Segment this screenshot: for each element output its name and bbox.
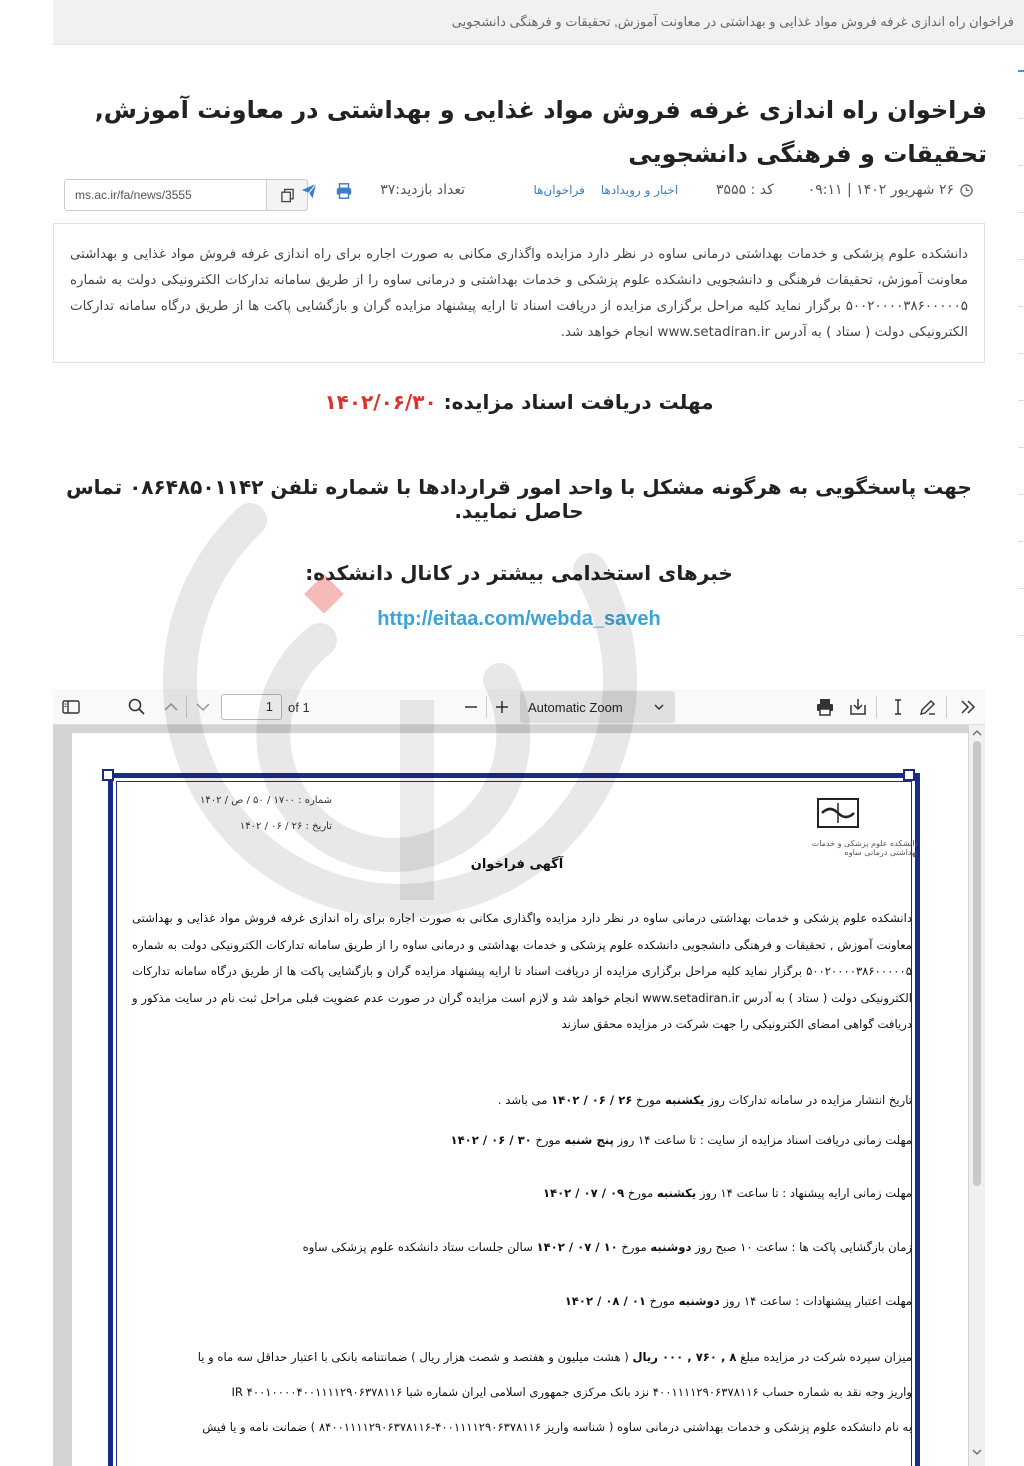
- print-icon[interactable]: [815, 697, 835, 717]
- pdf-viewer[interactable]: [53, 725, 985, 1466]
- visit-count: تعداد بازدید:۳۷: [380, 182, 465, 198]
- minus-icon[interactable]: [461, 697, 481, 717]
- zoom-value: Automatic Zoom: [528, 700, 623, 715]
- chevron-down-icon: [653, 701, 665, 713]
- pdf-page: [72, 733, 968, 1466]
- copy-icon: [280, 188, 295, 203]
- short-url-field[interactable]: ms.ac.ir/fa/news/3555: [64, 179, 267, 211]
- breadcrumb: فراخوان راه اندازی غرفه فروش مواد غذایی و بهداشتی در معاونت آموزش, تحقیقات و فرهنگی دانشجویی: [53, 0, 1024, 45]
- deadline-date: ۱۴۰۲/۰۶/۳۰: [324, 390, 437, 414]
- document-number: شماره : ۱۷۰۰ / ۵۰ / ص / ۱۴۰۲: [199, 795, 332, 806]
- page-number-input[interactable]: 1: [221, 694, 282, 720]
- share-icon[interactable]: [300, 182, 318, 200]
- publish-line: تاریخ انتشار مزایده در سامانه تدارکات روز یکشنبه مورخ ۲۶ / ۰۶ / ۱۴۰۲ می باشد .: [497, 1093, 912, 1107]
- document-deadline-line: مهلت زمانی دریافت اسناد مزایده از سایت : تا ساعت ۱۴ روز پنج شنبه مورخ ۳۰ / ۰۶ / ۱۴۰۲: [450, 1133, 912, 1147]
- download-icon[interactable]: [848, 697, 868, 717]
- sidebar-toggle-icon[interactable]: [61, 697, 81, 717]
- zoom-select[interactable]: [520, 691, 675, 723]
- print-icon[interactable]: [335, 182, 353, 200]
- pdf-toolbar: [53, 689, 985, 725]
- plus-icon[interactable]: [492, 697, 512, 717]
- channel-link[interactable]: http://eitaa.com/webda_saveh: [377, 608, 661, 630]
- page-total: of 1: [288, 700, 310, 715]
- validity-line: مهلت اعتبار پیشنهادات : ساعت ۱۴ روز دوشنبه مورخ ۰۱ / ۰۸ / ۱۴۰۲: [564, 1294, 912, 1308]
- article-info: [533, 182, 973, 198]
- opening-line: زمان بازگشایی پاکت ها : ساعت ۱۰ صبح روز دوشنبه مورخ ۱۰ / ۰۷ / ۱۴۰۲ سالن جلسات ستاد دانشکده علوم پزشکی ساوه: [302, 1240, 912, 1254]
- chevron-up-icon[interactable]: [161, 697, 181, 717]
- tag-news-events[interactable]: اخبار و رویدادها: [600, 183, 679, 197]
- article-date: ۲۶ شهریور ۱۴۰۲ | ۰۹:۱۱: [807, 182, 954, 198]
- tag-calls[interactable]: فراخوان‌ها: [533, 183, 585, 197]
- channel-heading: خبرهای استخدامی بیشتر در کانال دانشکده:: [305, 561, 733, 585]
- pen-icon[interactable]: [918, 697, 938, 717]
- document-title: آگهی فراخوان: [470, 857, 564, 872]
- university-logo: [800, 795, 870, 843]
- border-corner: [102, 769, 114, 781]
- chevron-down-icon[interactable]: [972, 1447, 982, 1457]
- scrollbar-thumb[interactable]: [973, 741, 981, 1186]
- chevron-down-icon[interactable]: [193, 697, 213, 717]
- deadline-heading: [53, 390, 985, 414]
- document-body: دانشکده علوم پزشکی و خدمات بهداشتی درمانی ساوه در نظر دارد مزایده واگذاری مکانی به صورت اجاره برای راه اندازی غرفه فروش مواد غذایی و بهداشتی معاونت آموزش , تحقیقات و فرهنگی دانشجویی دانشکده علوم پزشکی و خدمات بهداشتی و درمانی ساوه را از طریق سامانه تدارکات الکترونیکی دولت به شماره ۵۰۰۲۰۰۰۰۳۸۶۰۰۰۰۰۵ برگزار نماید کلیه مراحل برگزاری مزایده از دریافت اسناد تا ارایه پیشنهاد مزایده گران و بازگشایی پاکت ها از طریق درگاه سامانه تدارکات الکترونیکی دولت ( ستاد ) به آدرس www.setadiran.ir انجام خواهد شد و لازم است مزایده گران در صورت عدم عضویت قبلی مراحل ثبت نام در سایت مذکور و دریافت گواهی امضای الکترونیکی را جهت شرکت در مزایده محقق سازند: [132, 911, 913, 1032]
- page-title: فراخوان راه اندازی غرفه فروش مواد غذایی و بهداشتی در معاونت آموزش, تحقیقات و فرهنگی دانشجویی: [94, 96, 987, 168]
- border-corner: [903, 769, 915, 781]
- deposit-line: میزان سپرده شرکت در مزایده مبلغ ۸ , ۷۶۰ , ۰۰۰ ریال ( هشت میلیون و هفتصد و شصت هزار ریال ) ضمانتنامه بانکی با اعتبار حداقل سه ماه و یا: [197, 1350, 912, 1364]
- article-code: کد : ۳۵۵۵: [716, 182, 774, 198]
- deadline-label: مهلت دریافت اسناد مزایده:: [443, 390, 714, 414]
- side-scroll-indicator: [1018, 70, 1024, 670]
- double-chevron-right-icon[interactable]: [958, 697, 978, 717]
- article-meta-row: [53, 177, 985, 213]
- contact-heading: جهت پاسخگویی به هرگونه مشکل با واحد امور قراردادها با شماره تلفن ۰۸۶۴۸۵۰۱۱۴۲ تماس حاصل نمایید.: [66, 475, 972, 523]
- text-cursor-icon[interactable]: [888, 697, 908, 717]
- payee-line: به نام دانشکده علوم پزشکی و خدمات بهداشتی درمانی ساوه ( شناسه واریز ۴۰۰۱۱۱۱۲۹۰۶۳۷۸۱۱۶-۸۴۰۰۱۱۱۱۲۹۰۶۳۷۸۱۱۶ ) ضمانت نامه و یا فیش: [202, 1420, 912, 1434]
- article-summary: دانشکده علوم پزشکی و خدمات بهداشتی درمانی ساوه در نظر دارد مزایده واگذاری مکانی به صورت اجاره برای راه اندازی غرفه فروش مواد غذایی و بهداشتی معاونت آموزش، تحقیقات فرهنگی و دانشجویی دانشکده علوم پزشکی و خدمات بهداشتی و درمانی ساوه را از طریق سامانه تدارکات الکترونیکی دولت به شماره ۵۰۰۲۰۰۰۰۳۸۶۰۰۰۰۰۵ برگزار نماید کلیه مراحل برگزاری مزایده از دریافت اسناد تا ارایه پیشنهاد مزایده گران و بازگشایی پاکت ها از طریق درگاه سامانه تدارکات الکترونیکی دولت ( ستاد ) به آدرس www.setadiran.ir انجام خواهد شد.: [53, 223, 985, 363]
- search-icon[interactable]: [127, 697, 147, 717]
- account-line: واریز وجه نقد به شماره حساب ۴۰۰۱۱۱۱۲۹۰۶۳۷۸۱۱۶ نزد بانک مرکزی جمهوری اسلامی ایران شماره شبا IR ۴۰۰۱۰۰۰۰۴۰۰۱۱۱۱۲۹۰۶۳۷۸۱۱۶: [231, 1385, 912, 1399]
- offer-deadline-line: مهلت زمانی ارایه پیشنهاد : تا ساعت ۱۴ روز یکشنبه مورخ ۰۹ / ۰۷ / ۱۴۰۲: [542, 1186, 912, 1200]
- document-university: دانشکده علوم پزشکی و خدمات بهداشتی درمانی ساوه: [811, 839, 918, 857]
- clock-icon: [960, 184, 973, 197]
- chevron-up-icon[interactable]: [972, 728, 982, 738]
- document-date: تاریخ : ۲۶ / ۰۶ / ۱۴۰۲: [239, 821, 332, 832]
- pdf-scrollbar[interactable]: [969, 725, 985, 1466]
